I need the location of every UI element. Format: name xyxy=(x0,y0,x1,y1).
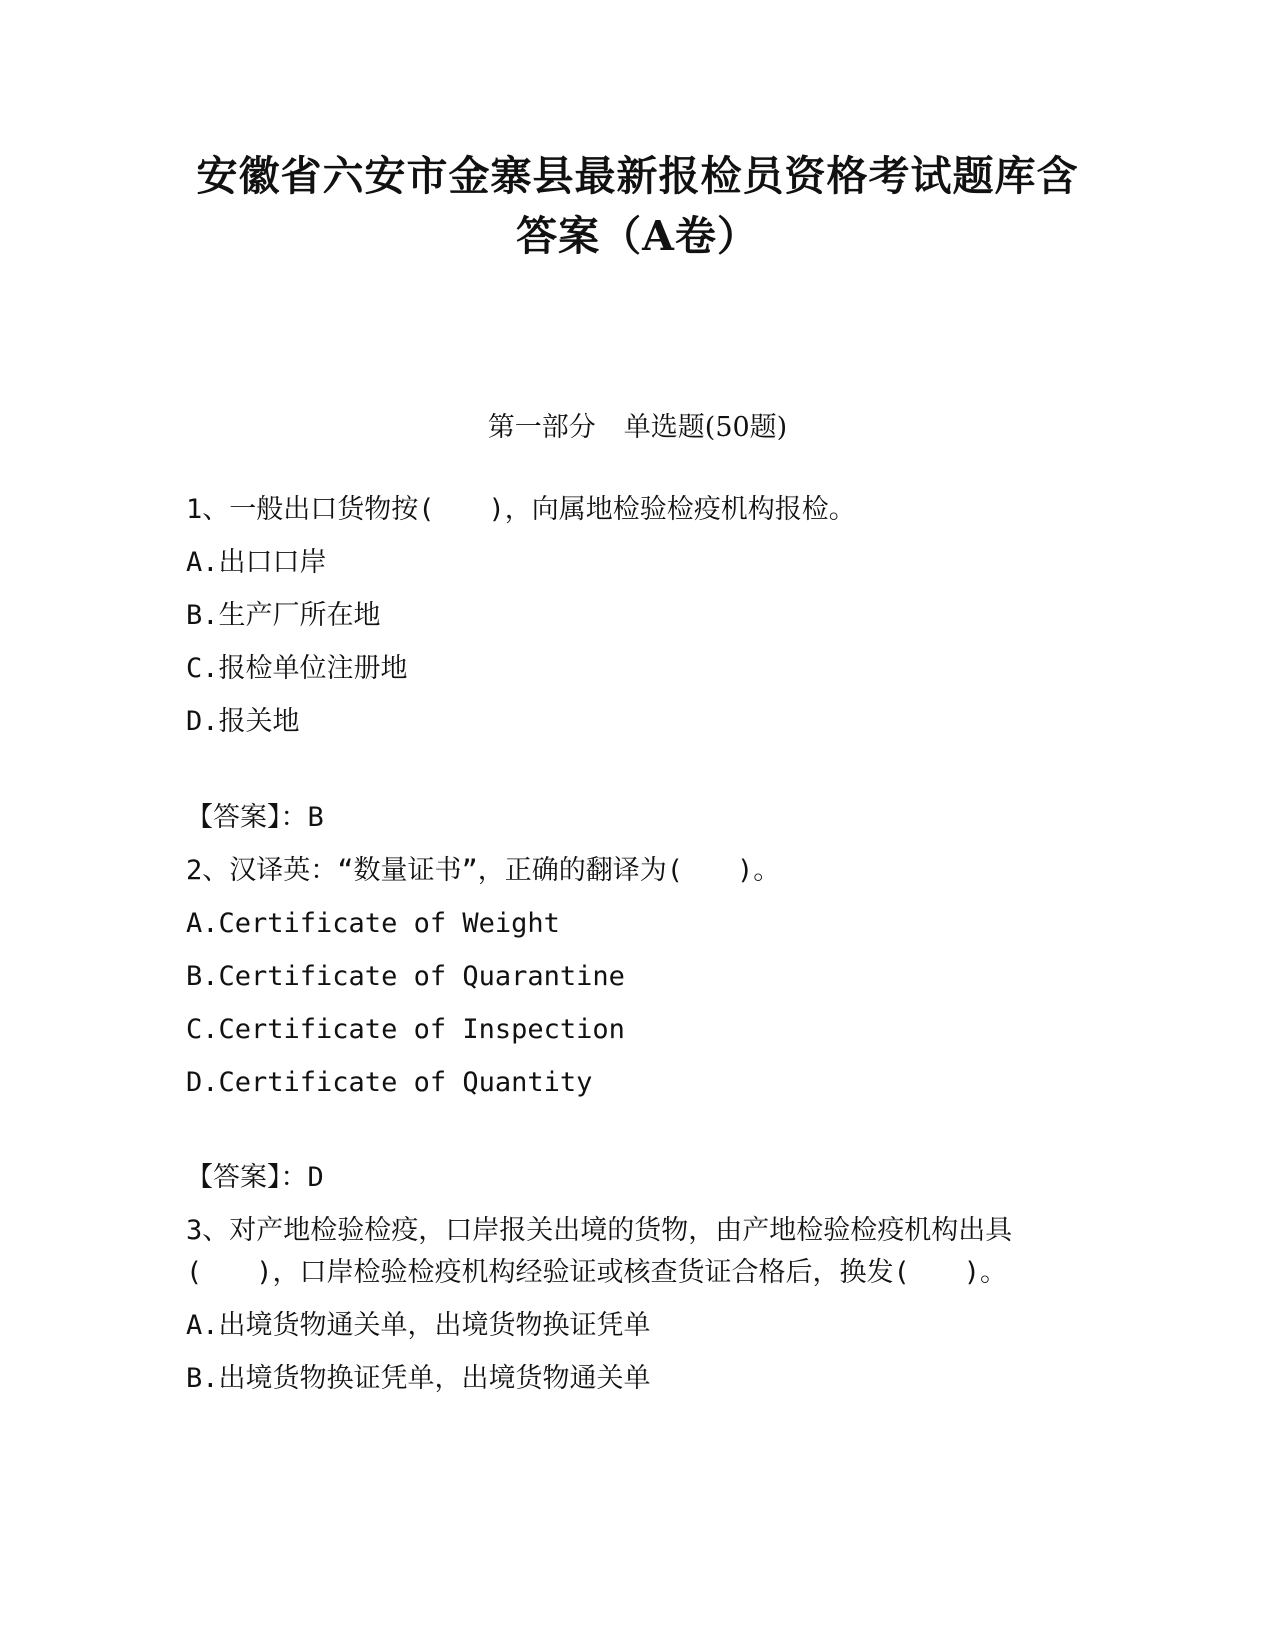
question-2-option-b: B.Certificate of Quarantine xyxy=(186,961,625,992)
question-1-option-d: D.报关地 xyxy=(186,706,300,737)
question-2-option-d: D.Certificate of Quantity xyxy=(186,1067,593,1098)
question-1-stem: 1、一般出口货物按( )，向属地检验检疫机构报检。 xyxy=(186,494,856,525)
question-2-option-c: C.Certificate of Inspection xyxy=(186,1014,625,1045)
section-part: 第一部分 xyxy=(487,412,596,443)
question-2-stem: 2、汉译英：“数量证书”，正确的翻译为( )。 xyxy=(186,855,781,886)
question-1-answer: 【答案】：B xyxy=(186,802,324,833)
section-name: 单选题(50题) xyxy=(623,412,788,443)
question-1-option-b: B.生产厂所在地 xyxy=(186,600,381,631)
question-3-option-b: B.出境货物换证凭单，出境货物通关单 xyxy=(186,1363,651,1394)
question-3-stem-line-2: ( )，口岸检验检疫机构经验证或核查货证合格后，换发( )。 xyxy=(186,1257,1008,1288)
document-title-line-2: 答案（A卷） xyxy=(516,212,759,260)
section-heading xyxy=(0,408,1275,448)
question-2-option-a: A.Certificate of Weight xyxy=(186,908,560,939)
question-2-answer: 【答案】：D xyxy=(186,1162,324,1193)
document-title-line-1: 安徽省六安市金寨县最新报检员资格考试题库含 xyxy=(196,152,1079,200)
question-3-stem-line-1: 3、对产地检验检疫，口岸报关出境的货物，由产地检验检疫机构出具 xyxy=(186,1215,1013,1246)
question-1-option-c: C.报检单位注册地 xyxy=(186,653,408,684)
question-1-option-a: A.出口口岸 xyxy=(186,547,327,578)
question-3-option-a: A.出境货物通关单，出境货物换证凭单 xyxy=(186,1310,651,1341)
